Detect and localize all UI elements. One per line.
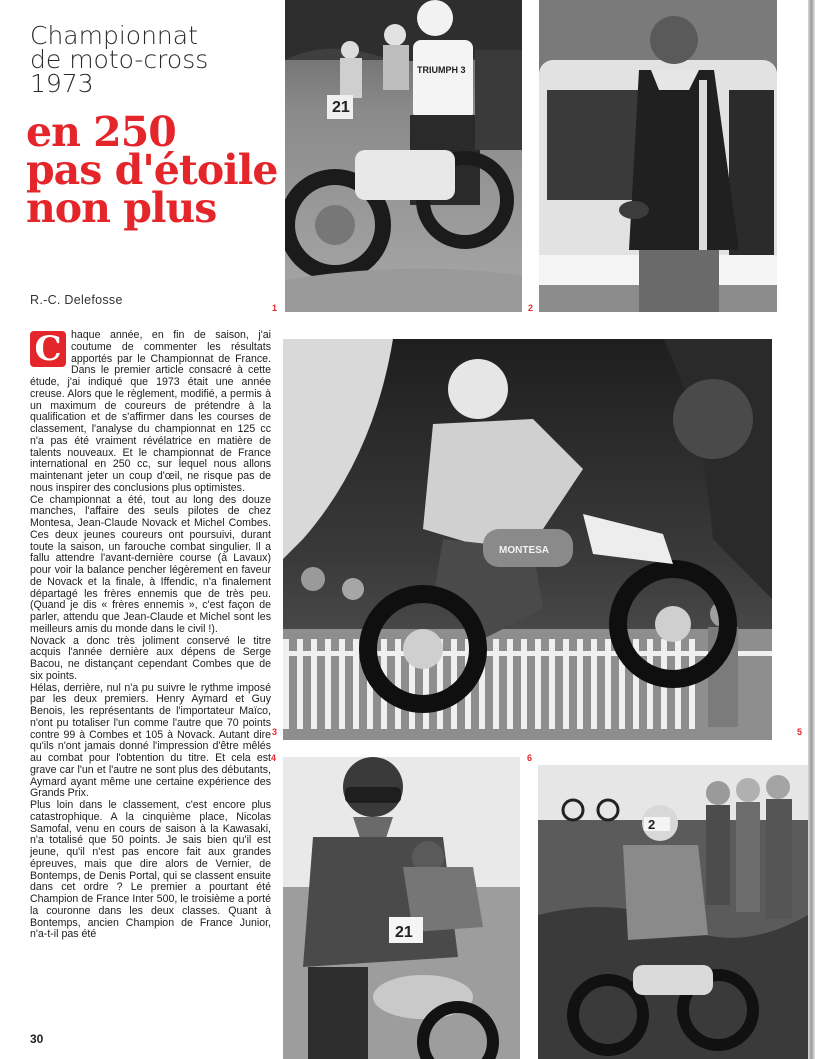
photo-number-3: 3 bbox=[272, 727, 278, 737]
jersey-text-1: TRIUMPH 3 bbox=[417, 65, 466, 75]
photo-jump-image bbox=[283, 339, 772, 740]
photo-rider-start bbox=[285, 0, 522, 312]
article-paragraph: Plus loin dans le classement, c'est encore plus catastrophique. A la cinquième place, Nicolas Samofal, venu en cours de saison à la Kawasaki, n'a totalisé que 50 points. Je sais bien qu'il est jeune, qu'il n'est pas encore fait aux grandes épreuves, mais que dire alors de Vernier, de Bontemps, de Denis Portal, qui se classent ensuite dans cet ordre ? Le premier a pourtant été Champion de France Inter 500, le troisième a porté la couronne dans les deux classes. Quant à Bontemps, ancien Champion de France Junior, n'a-t-il pas été bbox=[30, 799, 271, 941]
author-byline: R.-C. Delefosse bbox=[30, 293, 123, 307]
page-number: 30 bbox=[30, 1032, 44, 1046]
photo-rider-goggles-image bbox=[283, 757, 520, 1059]
article-paragraph: Hélas, derrière, nul n'a pu suivre le rythme imposé par les deux premiers. Henry Aymard et Guy Benois, les représentants de l'importateur Maïco, n'ont pu totaliser l'un comme l'autre que 70 points contre 99 à Combes et 105 à Novack. Autant dire qu'ils n'ont jamais donné l'impression d'être mêlés au combat pour l'obtention du titre. Et cela est grave car l'un et l'autre ne sont plus des débutants, Aymard ayant même une certaine expérience des Grands Prix. bbox=[30, 681, 271, 800]
photo-rider-goggles bbox=[283, 757, 520, 1059]
number-plate-6: 2 bbox=[648, 817, 656, 832]
kicker-line: de moto-cross bbox=[30, 45, 209, 74]
headline-line: en 250 bbox=[26, 108, 176, 156]
article-headline bbox=[26, 108, 286, 232]
page-edge bbox=[808, 0, 815, 1059]
photo-jump bbox=[283, 339, 772, 740]
kicker-line: 1973 bbox=[30, 69, 94, 98]
photo-number-6: 6 bbox=[527, 753, 533, 763]
article-paragraph bbox=[30, 330, 271, 495]
photo-rider-car bbox=[539, 0, 777, 312]
headline-line: pas d'étoile bbox=[26, 146, 278, 194]
photo-number-4: 4 bbox=[271, 753, 277, 763]
article-body bbox=[30, 330, 271, 941]
drop-cap: C bbox=[30, 331, 66, 367]
photo-rider-car-image bbox=[539, 0, 777, 312]
photo-rider-start-image bbox=[285, 0, 522, 312]
paragraph-text: haque année, en fin de saison, j'ai coutume de commenter les résultats apportés par le Championnat de France. Dans le premier article consacré à cette étude, j'ai indiqué que 1973 était une année creuse. Alors que le règlement, modifié, a permis à un maximum de coureurs de prétendre à la qualification et de s'affirmer dans les courses de classement, l'analyse du championnat en 125 cc n'a pas été vraiment révélatrice en matière de talents nouveaux. Et le championnat de France international en 250 cc, sur lequel nous allons maintenant jeter un coup d'œil, ne risque pas de nous inspirer des conclusions plus optimistes. bbox=[30, 329, 271, 494]
photo-number-5: 5 bbox=[797, 727, 803, 737]
photo-number-2: 2 bbox=[528, 303, 534, 313]
kicker-line: Championnat bbox=[30, 21, 198, 50]
number-plate-1: 21 bbox=[332, 99, 350, 116]
photo-rider-field bbox=[538, 765, 808, 1059]
photo-rider-field-image bbox=[538, 765, 808, 1059]
article-kicker bbox=[30, 21, 270, 98]
headline-line: non plus bbox=[26, 184, 217, 232]
article-paragraph: Ce championnat a été, tout au long des douze manches, l'affaire des seuls pilotes de chez Montesa, Jean-Claude Novack et Michel Combes. Ces deux jeunes coureurs ont poursuivi, durant toute la saison, un farouche combat singulier. Il a fallu attendre l'avant-dernière course (à Lavaux) pour voir la balance pencher légèrement en faveur de Novack et la finale, à Iffendic, n'a finalement départagé les frères ennemis que de très peu. (Quand je dis « frères ennemis », c'est façon de parler, attendu que Jean-Claude et Michel sont les meilleurs amis du monde dans le civil !). bbox=[30, 493, 271, 635]
number-plate-4: 21 bbox=[395, 924, 413, 941]
article-paragraph: Novack a donc très joliment conservé le titre acquis l'année dernière aux dépens de Serge Bacou, ne distançant cependant Combes que de six points. bbox=[30, 634, 271, 682]
photo-number-1: 1 bbox=[272, 303, 278, 313]
tank-logo: MONTESA bbox=[499, 545, 549, 556]
